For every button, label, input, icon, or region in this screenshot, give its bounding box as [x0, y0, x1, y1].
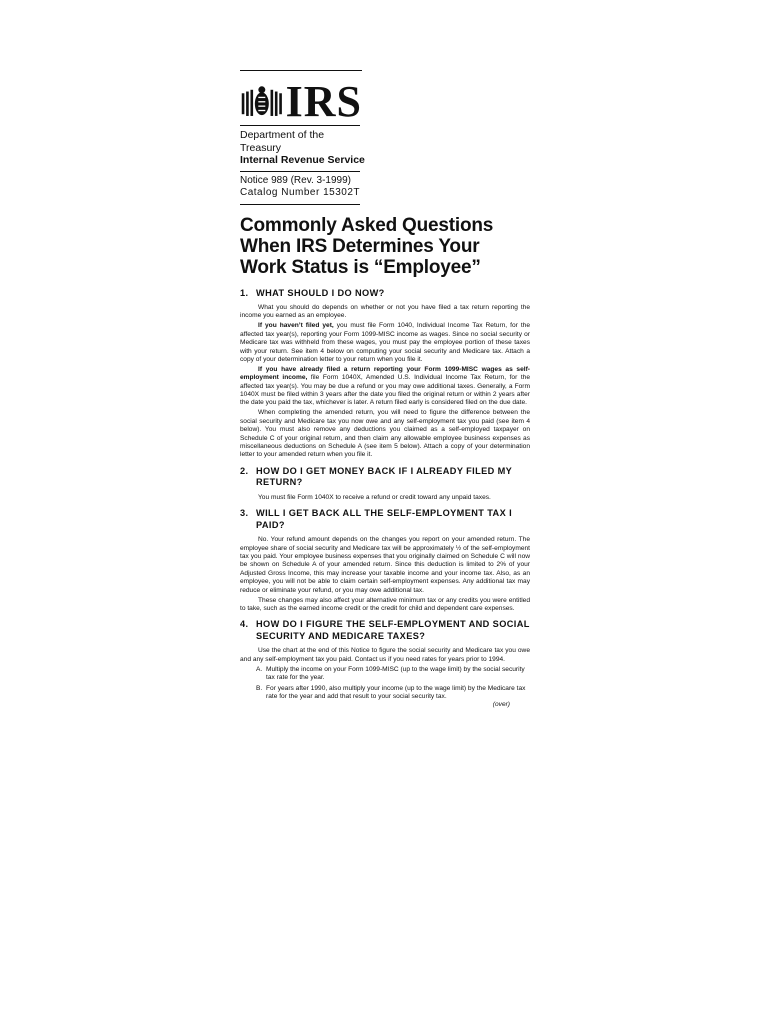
- list-item-text: Multiply the income on your Form 1099-MISC (up to the wage limit) by the social security tax rate for the year.: [266, 665, 525, 682]
- paragraph-text: file Form 1040X, Amended U.S. Individual Income Tax Return, for the affected tax year(s). You may be due a refund or you may owe additional taxes. Generally, a Form 1040X must be filed within 3 years after the date you filed the original return or within 2 years after the date you paid the tax, whichever is later. A return filed early is considered filed on the due date.: [240, 374, 531, 407]
- section-number: 3.: [240, 508, 249, 519]
- document: [240, 70, 530, 709]
- logo-text: IRS: [285, 77, 362, 126]
- department-name: Department of the Treasury: [240, 129, 325, 154]
- list-item-text: For years after 1990, also multiply your income (up to the wage limit) by the Medicare tax rate for the year and add that result to your social security tax.: [266, 684, 526, 700]
- section-number: 4.: [240, 619, 249, 630]
- bold-lead: If you haven’t filed yet,: [258, 322, 334, 330]
- section-heading: [240, 466, 530, 489]
- section-number: 2.: [240, 465, 249, 476]
- section-title: HOW DO I GET MONEY BACK IF I ALREADY FILED MY RETURN?: [256, 465, 513, 488]
- divider: [240, 204, 360, 205]
- list-item: [256, 666, 530, 683]
- section-title: HOW DO I FIGURE THE SELF-EMPLOYMENT AND SOCIAL SECURITY AND MEDICARE TAXES?: [256, 619, 530, 641]
- paragraph: What you should do depends on whether or not you have filed a tax return reporting the income you earned as an employee.: [240, 304, 530, 320]
- department-block: [240, 129, 365, 167]
- irs-logo: [240, 70, 362, 125]
- paragraph: When completing the amended return, you will need to figure the difference between the social security and Medicare tax you now owe and any self-employment tax you paid (see item 4 below). You must also remove any deductions you claimed as a self-employed taxpayer on Schedule C of your original return, and then claim any allowable employee business expenses as miscellaneous deductions on Schedule A (see item 5 below). Attach a copy of your determination letter to your amended return when you file it.: [240, 409, 530, 459]
- divider: [240, 171, 360, 172]
- eagle-icon: [240, 82, 284, 122]
- paragraph: [240, 366, 530, 408]
- list-item-label: A.: [256, 665, 263, 673]
- catalog-number: Catalog Number 15302T: [240, 187, 361, 198]
- notice-number: Notice 989 (Rev. 3-1999): [240, 174, 351, 186]
- section-title: WHAT SHOULD I DO NOW?: [256, 287, 385, 298]
- section-title: WILL I GET BACK ALL THE SELF-EMPLOYMENT TAX I PAID?: [256, 508, 513, 530]
- paragraph: [240, 322, 530, 364]
- agency-name: Internal Revenue Service: [240, 154, 365, 166]
- section-heading: [240, 508, 530, 531]
- section-heading: [240, 619, 530, 642]
- document-title: Commonly Asked Questions When IRS Determines Your Work Status is “Employee”: [240, 214, 494, 278]
- paragraph-text: you must file Form 1040, Individual Income Tax Return, for the affected tax year(s), reporting your Form 1099-MISC income as wages. Since no social security or Medicare tax was withheld from these wages, you must pay the employee portion of these taxes with your return. See item 4 below on computing your social security and Medicare tax. Attach a copy of your determination letter to your return when you file it.: [240, 322, 530, 363]
- list-item: [256, 685, 530, 702]
- notice-block: [240, 175, 365, 200]
- section-heading: [240, 288, 530, 300]
- paragraph: You must file Form 1040X to receive a refund or credit toward any unpaid taxes.: [258, 493, 491, 501]
- paragraph: These changes may also affect your alternative minimum tax or any credits you were entitled to take, such as the earned income credit or the credit for child and dependent care expenses.: [240, 596, 530, 612]
- paragraph: Use the chart at the end of this Notice to figure the social security and Medicare tax you owe and any self-employment tax you paid. Contact us if you need rates for years prior to 1994.: [240, 647, 530, 663]
- continued-marker: (over): [492, 701, 510, 709]
- list-item-label: B.: [256, 684, 263, 692]
- bold-lead: If you have already filed a return reporting your Form 1099-MISC wages as self-employment income,: [240, 365, 530, 382]
- section-number: 1.: [240, 287, 249, 298]
- paragraph: No. Your refund amount depends on the changes you report on your amended return. The employee share of social security and Medicare tax will be approximately ½ of the self-employment tax you paid. Your employee business expenses that you originally claimed on Schedule C will now be shown on Schedule A of your amended return. Since this deduction is limited to 2% of your Adjusted Gross Income, this may increase your taxable income and your income tax. Also, as an employee, you will not be able to claim certain self-employment expenses. Any additional tax may reduce or eliminate your refund, or you may owe additional tax.: [240, 536, 530, 594]
